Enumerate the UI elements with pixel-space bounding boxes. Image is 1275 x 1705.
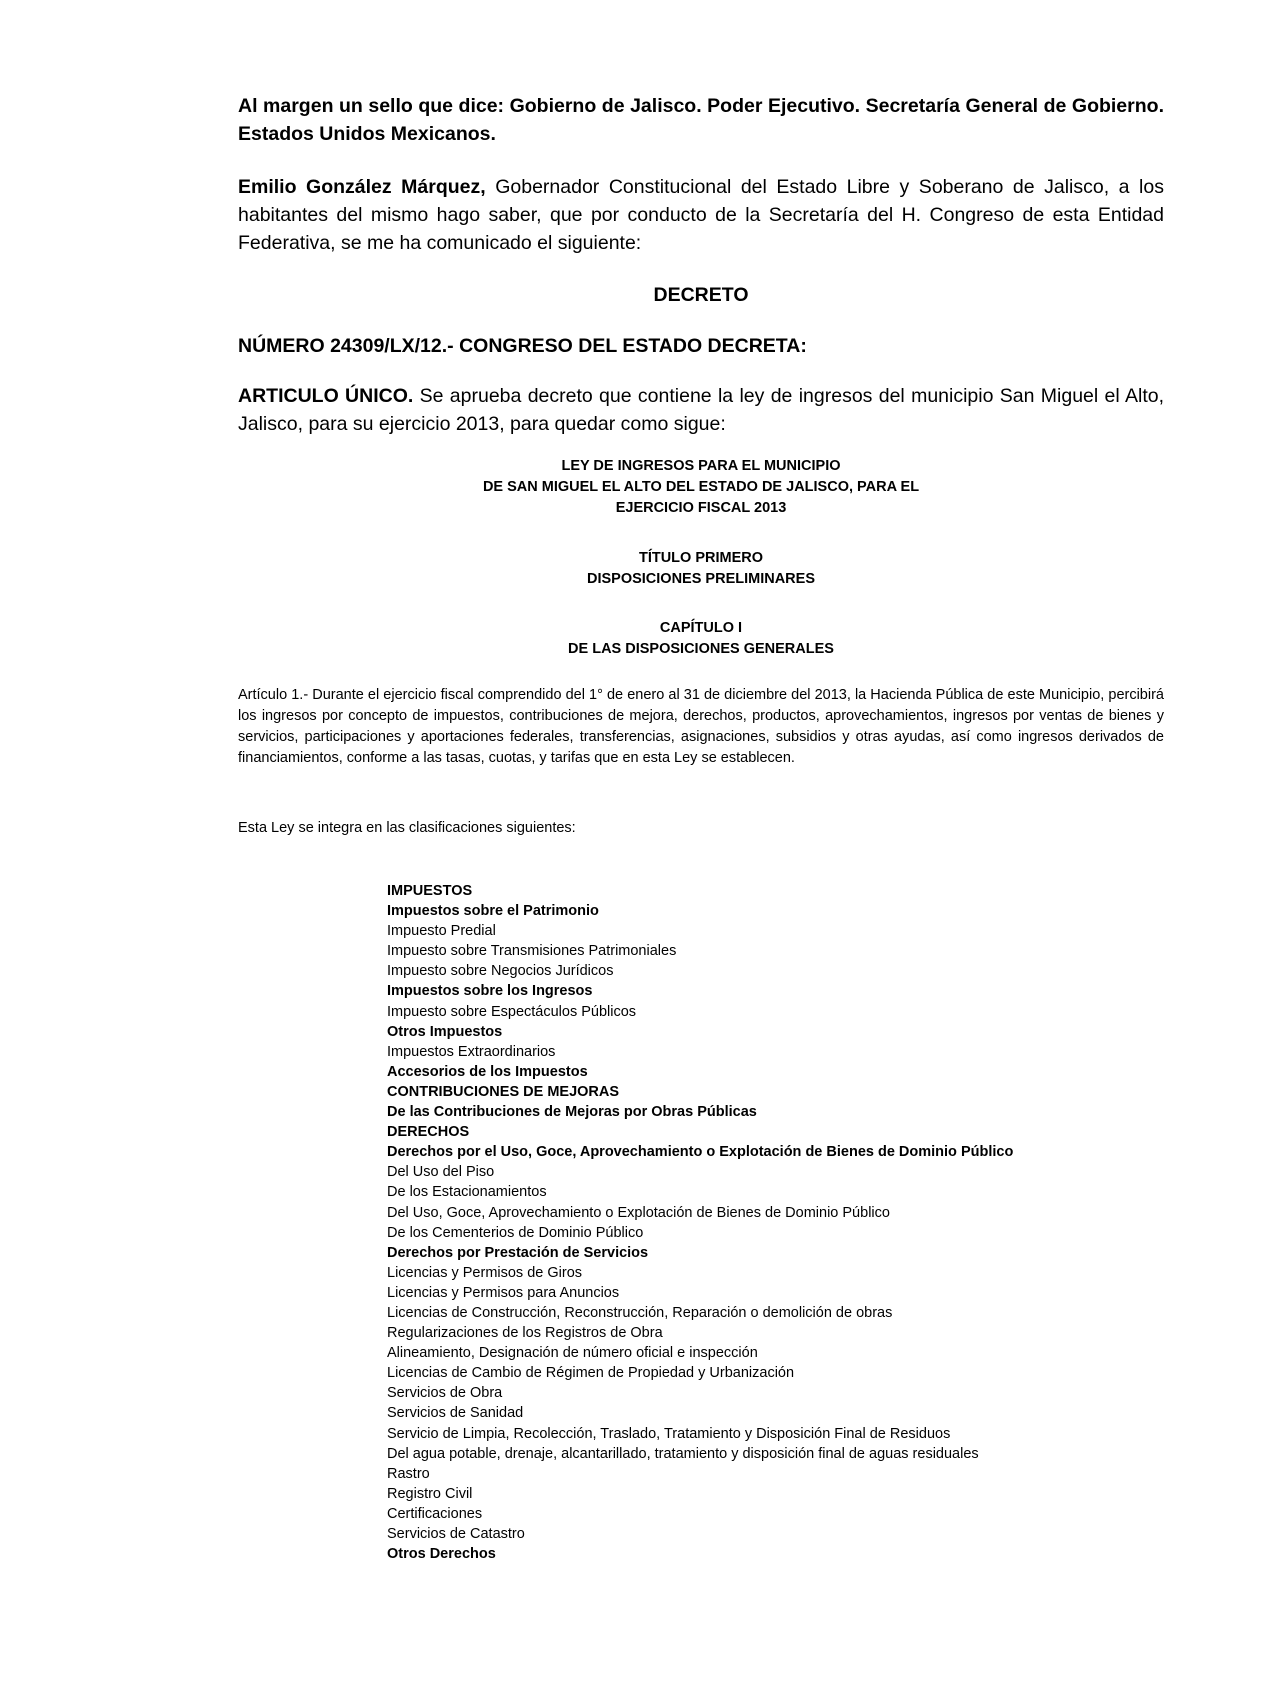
classification-item: Otros Derechos xyxy=(387,1546,496,1563)
decree-number: NÚMERO 24309/LX/12.- CONGRESO DEL ESTADO DECRETA: xyxy=(238,335,807,357)
classification-item: Servicio de Limpia, Recolección, Traslado, Tratamiento y Disposición Final de Residuos xyxy=(387,1425,951,1442)
classification-item: Impuestos sobre el Patrimonio xyxy=(387,903,599,920)
classification-item: Licencias y Permisos de Giros xyxy=(387,1264,583,1281)
classification-item: De las Contribuciones de Mejoras por Obras Públicas xyxy=(387,1104,757,1121)
law-title-line-1: LEY DE INGRESOS PARA EL MUNICIPIO xyxy=(561,458,841,474)
classification-item: DERECHOS xyxy=(387,1124,470,1141)
classification-item: Servicios de Catastro xyxy=(387,1526,525,1542)
capitulo-heading xyxy=(238,618,1164,660)
classification-item: Licencias de Construcción, Reconstrucción, Reparación o demolición de obras xyxy=(387,1304,893,1321)
classification-item: Impuestos Extraordinarios xyxy=(387,1043,556,1060)
article-unique-label: ARTICULO ÚNICO. xyxy=(238,385,414,407)
governor-name: Emilio González Márquez, xyxy=(238,176,486,198)
classification-item: Licencias de Cambio de Régimen de Propiedad y Urbanización xyxy=(387,1365,795,1382)
classifications-list xyxy=(387,881,1013,1564)
law-title xyxy=(238,456,1164,519)
classification-item: Derechos por Prestación de Servicios xyxy=(387,1244,649,1261)
classification-item: IMPUESTOS xyxy=(387,883,473,899)
classification-item: Certificaciones xyxy=(387,1505,483,1522)
governor-text: Gobernador Constitucional del Estado Libre y Soberano de Jalisco, a los habitantes del mismo hago saber, que por conducto de la Secretaría del H. Congreso de esta Entidad Federativa, se me ha comunicado el siguiente: xyxy=(238,176,1164,254)
classification-item: Del Uso, Goce, Aprovechamiento o Explotación de Bienes de Dominio Público xyxy=(387,1204,890,1221)
article-1: Artículo 1.- Durante el ejercicio fiscal comprendido del 1° de enero al 31 de diciembre del 2013, la Hacienda Pública de este Municipio, percibirá los ingresos por concepto de impuestos, contribuciones de mejora, derechos, productos, aprovechamientos, ingresos por ventas de bienes y servicios, participaciones y aportaciones federales, transferencias, asignaciones, subsidios y otras ayudas, así como ingresos derivados de financiamientos, conforme a las tasas, cuotas, y tarifas que en esta Ley se establecen. xyxy=(238,687,1164,766)
classification-item: Impuesto sobre Negocios Jurídicos xyxy=(387,963,614,980)
classification-item: Del agua potable, drenaje, alcantarillado, tratamiento y disposición final de aguas residuales xyxy=(387,1445,979,1462)
classification-item: Impuesto sobre Transmisiones Patrimoniales xyxy=(387,943,677,960)
classification-item: De los Cementerios de Dominio Público xyxy=(387,1224,644,1241)
classification-item: De los Estacionamientos xyxy=(387,1184,547,1201)
capitulo-label: CAPÍTULO I xyxy=(659,620,743,636)
titulo-name: DISPOSICIONES PRELIMINARES xyxy=(586,571,815,587)
classification-item: Derechos por el Uso, Goce, Aprovechamiento o Explotación de Bienes de Dominio Público xyxy=(387,1144,1014,1161)
classification-item: Accesorios de los Impuestos xyxy=(387,1063,588,1080)
classification-item: Otros Impuestos xyxy=(387,1023,503,1040)
classification-item: Registro Civil xyxy=(387,1485,473,1502)
classifications-intro: Esta Ley se integra en las clasificaciones siguientes: xyxy=(238,820,576,836)
titulo-label: TÍTULO PRIMERO xyxy=(638,550,764,566)
classification-item: Servicios de Sanidad xyxy=(387,1405,524,1422)
law-title-line-2: DE SAN MIGUEL EL ALTO DEL ESTADO DE JALISCO, PARA EL xyxy=(482,479,920,495)
decree-title: DECRETO xyxy=(653,284,749,306)
classification-item: Licencias y Permisos para Anuncios xyxy=(387,1284,620,1301)
article-unique-text: Se aprueba decreto que contiene la ley de ingresos del municipio San Miguel el Alto, Jalisco, para su ejercicio 2013, para quedar como sigue: xyxy=(238,385,1164,435)
law-title-line-3: EJERCICIO FISCAL 2013 xyxy=(615,500,787,516)
classification-item: Servicios de Obra xyxy=(387,1385,503,1402)
classification-item: Impuesto sobre Espectáculos Públicos xyxy=(387,1003,637,1020)
classification-item: CONTRIBUCIONES DE MEJORAS xyxy=(387,1083,620,1100)
classification-item: Regularizaciones de los Registros de Obra xyxy=(387,1325,663,1342)
capitulo-name: DE LAS DISPOSICIONES GENERALES xyxy=(568,641,834,657)
classification-item: Impuestos sobre los Ingresos xyxy=(387,983,593,1000)
titulo-heading xyxy=(238,548,1164,590)
article-unique-paragraph xyxy=(238,382,1164,438)
classification-item: Del Uso del Piso xyxy=(387,1164,495,1181)
classification-item: Impuesto Predial xyxy=(387,923,496,940)
seal-note: Al margen un sello que dice: Gobierno de Jalisco. Poder Ejecutivo. Secretaría General de Gobierno. Estados Unidos Mexicanos. xyxy=(238,95,1164,145)
classification-item: Alineamiento, Designación de número oficial e inspección xyxy=(387,1345,758,1362)
governor-paragraph xyxy=(238,173,1164,257)
classification-item: Rastro xyxy=(387,1465,430,1482)
